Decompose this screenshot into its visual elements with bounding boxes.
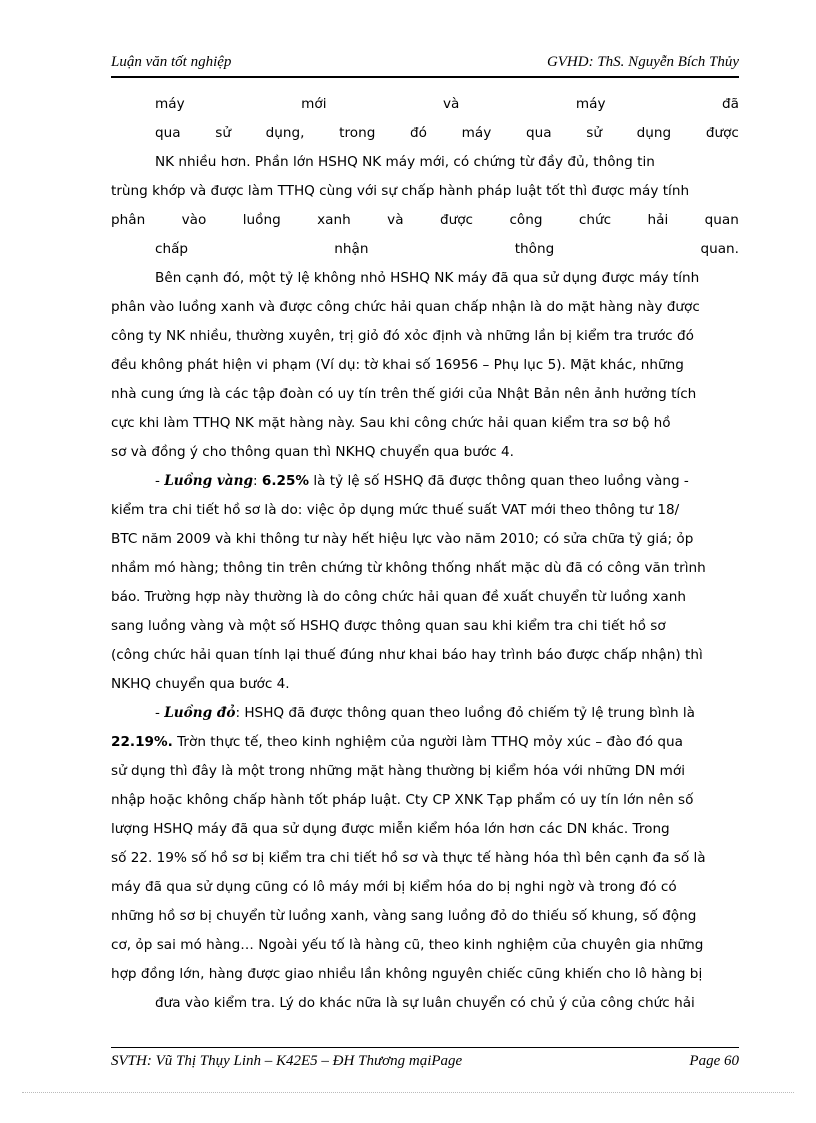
term-luong-do: Luồng đỏ: [164, 705, 236, 721]
word: công: [509, 212, 543, 228]
footer-page-number: Page 60: [689, 1053, 739, 1069]
text-line-18: báo. Trường hợp này thường là do công chức hải quan đề xuất chuyển từ luồng xanh: [111, 589, 686, 605]
page-footer: [111, 1047, 739, 1076]
text-line-11: nhà cung ứng là các tập đoàn có uy tín trên thế giới của Nhật Bản nên ảnh hưởng tích: [111, 386, 697, 402]
word: máy: [575, 96, 606, 112]
word: luồng: [242, 212, 281, 228]
word: và: [443, 96, 460, 112]
header-thesis-title: Luận văn tốt nghiệp: [111, 54, 232, 70]
header-advisor: GVHD: ThS. Nguyễn Bích Thủy: [546, 54, 739, 70]
bullet-dash: -: [155, 473, 165, 489]
text-line-4: trùng khớp và được làm TTHQ cùng với sự chấp hành pháp luật tốt thì được máy tính: [111, 183, 690, 199]
pct-luong-do: 22.19%.: [111, 734, 173, 750]
text-line-16: BTC năm 2009 và khi thông tư này hết hiệu lực vào năm 2010; có sửa chữa tỷ giá; ỏp: [111, 531, 694, 547]
text-line-13: sơ và đồng ý cho thông quan thì NKHQ chuyển qua bước 4.: [111, 444, 515, 460]
text-line-23: [111, 728, 739, 757]
text-line-25: nhập hoặc không chấp hành tốt pháp luật. Cty CP XNK Tạp phẩm có uy tín lớn nên số: [111, 792, 694, 808]
word: dụng: [636, 125, 672, 141]
text-line-3: NK nhiều hơn. Phần lớn HSHQ NK máy mới, có chứng từ đầy đủ, thông tin: [155, 154, 655, 170]
text-line-17: nhầm mó hàng; thông tin trên chứng từ không thống nhất mặc dù đã có công văn trình: [111, 560, 706, 576]
pct-luong-vang: 6.25%: [261, 473, 310, 489]
text-line-6: [155, 235, 739, 264]
word: đó: [410, 125, 427, 141]
word: xanh: [317, 212, 351, 228]
word: chấp: [155, 241, 189, 257]
text-line-14-rest: là tỷ lệ số HSHQ đã được thông quan theo luồng vàng -: [309, 473, 689, 489]
word: qua: [525, 125, 552, 141]
text-line-15: kiểm tra chi tiết hồ sơ là do: việc ỏp dụng mức thuế suất VAT mới theo thông tư 18/: [111, 502, 680, 518]
text-line-20: (công chức hải quan tính lại thuế đúng như khai báo hay trình báo được chấp nhận) thì: [111, 647, 703, 663]
text-line-21: NKHQ chuyển qua bước 4.: [111, 676, 290, 692]
text-line-30: cơ, ỏp sai mó hàng… Ngoài yếu tố là hàng cũ, theo kinh nghiệm của chuyên gia những: [111, 937, 704, 953]
text-line-14: [155, 467, 739, 496]
text-line-10: đều không phát hiện vi phạm (Ví dụ: tờ khai số 16956 – Phụ lục 5). Mặt khác, những: [111, 357, 684, 373]
word: dụng,: [265, 125, 305, 141]
word: đã: [722, 96, 739, 112]
footer-student: SVTH: Vũ Thị Thụy Linh – K42E5 – ĐH Thương mạiPage: [111, 1053, 463, 1069]
word: vào: [181, 212, 207, 228]
word: sử: [215, 125, 231, 141]
text-line-22-rest: : HSHQ đã được thông quan theo luồng đỏ chiếm tỷ lệ trung bình là: [235, 705, 696, 721]
word: phân: [111, 212, 146, 228]
text-line-22: [155, 699, 739, 728]
text-line-1: [155, 90, 739, 119]
word: máy: [155, 96, 185, 112]
page-header: [111, 52, 739, 78]
text-line-23-rest: Trờn thực tế, theo kinh nghiệm của người làm TTHQ mỏy xúc – đào đó qua: [172, 734, 683, 750]
text-line-9: công ty NK nhiều, thường xuyên, trị giỏ đó xỏc định và những lần bị kiểm tra trước đó: [111, 328, 694, 344]
word: được: [705, 125, 739, 141]
word: mới: [301, 96, 327, 112]
colon: :: [252, 473, 262, 489]
text-line-12: cực khi làm TTHQ NK mặt hàng này. Sau khi công chức hải quan kiểm tra sơ bộ hồ: [111, 415, 671, 431]
text-line-27: số 22. 19% số hồ sơ bị kiểm tra chi tiết hồ sơ và thực tế hàng hóa thì bên cạnh đa số là: [111, 850, 706, 866]
text-line-24: sử dụng thì đây là một trong những mặt hàng thường bị kiểm hóa với những DN mới: [111, 763, 685, 779]
page-bottom-rule: [22, 1092, 794, 1093]
text-line-2: [155, 119, 739, 148]
word: quan: [704, 212, 739, 228]
text-line-19: sang luồng vàng và một số HSHQ được thông quan sau khi kiểm tra chi tiết hồ sơ: [111, 618, 666, 634]
word: trong: [339, 125, 376, 141]
text-line-26: lượng HSHQ máy đã qua sử dụng được miễn kiểm hóa lớn hơn các DN khác. Trong: [111, 821, 670, 837]
text-line-8: phân vào luồng xanh và được công chức hải quan chấp nhận là do mặt hàng này được: [111, 299, 700, 315]
word: chức: [578, 212, 612, 228]
bullet-dash: -: [155, 705, 165, 721]
word: quan.: [700, 241, 739, 257]
word: qua: [155, 125, 181, 141]
word: hải: [647, 212, 669, 228]
word: và: [387, 212, 404, 228]
text-line-5: [111, 206, 739, 235]
word: máy: [461, 125, 492, 141]
word: sử: [586, 125, 602, 141]
text-line-32: đưa vào kiểm tra. Lý do khác nữa là sự luân chuyển có chủ ý của công chức hải: [155, 995, 695, 1011]
text-line-28: máy đã qua sử dụng cũng có lô máy mới bị kiểm hóa do bị nghi ngờ và trong đó có: [111, 879, 677, 895]
term-luong-vang: Luồng vàng: [164, 473, 253, 489]
word: nhận: [334, 241, 369, 257]
text-line-7: Bên cạnh đó, một tỷ lệ không nhỏ HSHQ NK máy đã qua sử dụng được máy tính: [155, 270, 700, 286]
word: được: [439, 212, 474, 228]
text-line-29: những hồ sơ bị chuyển từ luồng xanh, vàng sang luồng đỏ do thiếu số khung, số động: [111, 908, 697, 924]
word: thông: [514, 241, 555, 257]
text-line-31: hợp đồng lớn, hàng được giao nhiều lần không nguyên chiếc cũng khiến cho lô hàng bị: [111, 966, 703, 982]
